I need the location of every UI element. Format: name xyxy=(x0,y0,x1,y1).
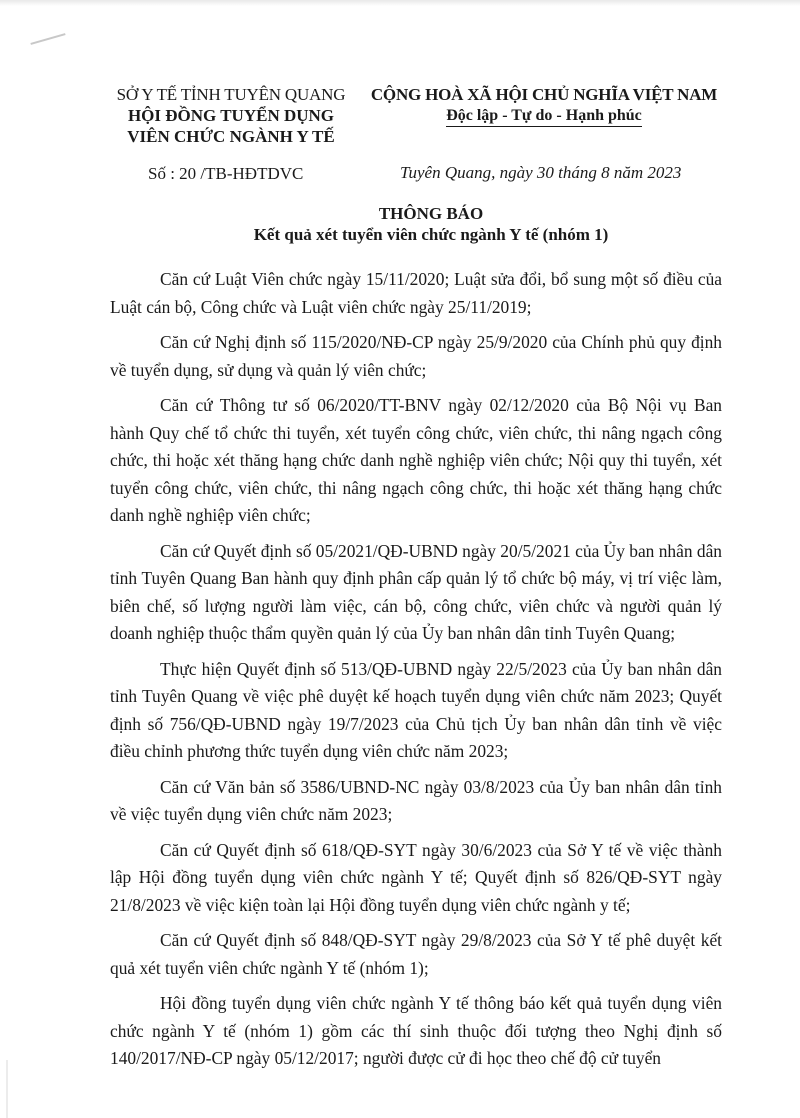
paragraph: Thực hiện Quyết định số 513/QĐ-UBND ngày 22/5/2023 của Ủy ban nhân dân tỉnh Tuyên Quang về việc phê duyệt kế hoạch tuyển dụng viên chức năm 2023; Quyết định số 756/QĐ-UBND ngày 19/7/2023 của Chủ tịch Ủy ban nhân dân tỉnh về việc điều chỉnh phương thức tuyển dụng viên chức năm 2023; xyxy=(110,658,722,761)
document-body xyxy=(110,266,722,1081)
national-motto-block xyxy=(352,84,736,127)
scan-edge xyxy=(6,1060,8,1118)
nation-name: CỘNG HOÀ XÃ HỘI CHỦ NGHĨA VIỆT NAM xyxy=(370,85,718,104)
paragraph: Căn cứ Nghị định số 115/2020/NĐ-CP ngày 25/9/2020 của Chính phủ quy định về tuyển dụng, sử dụng và quản lý viên chức; xyxy=(110,332,722,380)
issuing-agency-block xyxy=(96,84,366,147)
paragraph: Căn cứ Quyết định số 848/QĐ-SYT ngày 29/8/2023 của Sở Y tế phê duyệt kết quả xét tuyển viên chức ngành Y tế (nhóm 1); xyxy=(110,930,722,978)
document-subtitle: Kết quả xét tuyển viên chức ngành Y tế (nhóm 1) xyxy=(253,225,609,244)
paragraph: Căn cứ Văn bản số 3586/UBND-NC ngày 03/8/2023 của Ủy ban nhân dân tỉnh về việc tuyển dụng viên chức năm 2023; xyxy=(110,776,722,824)
title-block xyxy=(0,204,800,246)
scan-shadow xyxy=(0,0,800,6)
document-title: THÔNG BÁO xyxy=(378,204,484,223)
document-number: Số : 20 /TB-HĐTDVC xyxy=(148,164,304,183)
paragraph: Căn cứ Quyết định số 618/QĐ-SYT ngày 30/6/2023 của Sở Y tế về việc thành lập Hội đồng tuyển dụng viên chức ngành Y tế; Quyết định số 826/QĐ-SYT ngày 21/8/2023 về việc kiện toàn lại Hội đồng tuyển dụng viên chức ngành y tế; xyxy=(110,839,722,915)
agency-name: SỞ Y TẾ TỈNH TUYÊN QUANG xyxy=(116,85,346,104)
paragraph: Căn cứ Quyết định số 05/2021/QĐ-UBND ngày 20/5/2021 của Ủy ban nhân dân tỉnh Tuyên Quang Ban hành quy định phân cấp quản lý tổ chức bộ máy, vị trí việc làm, biên chế, số lượng người làm việc, cán bộ, công chức, viên chức và người quản lý doanh nghiệp thuộc thẩm quyền quản lý của Ủy ban nhân dân tỉnh Tuyên Quang; xyxy=(110,540,722,643)
paragraph: Căn cứ Thông tư số 06/2020/TT-BNV ngày 02/12/2020 của Bộ Nội vụ Ban hành Quy chế tổ chức thi tuyển, xét tuyển công chức, viên chức, thi nâng ngạch công chức, thi hoặc xét thăng hạng chức danh nghề nghiệp viên chức; Nội quy thi tuyển, xét tuyển công chức, viên chức, thi nâng ngạch công chức, thi hoặc xét thăng hạng chức danh nghề nghiệp viên chức; xyxy=(110,395,722,525)
place-date: Tuyên Quang, ngày 30 tháng 8 năm 2023 xyxy=(400,163,682,182)
national-motto: Độc lập - Tự do - Hạnh phúc xyxy=(446,105,642,127)
paragraph: Căn cứ Luật Viên chức ngày 15/11/2020; Luật sửa đổi, bổ sung một số điều của Luật cán bộ, Công chức và Luật viên chức ngày 25/11/2019; xyxy=(110,269,722,317)
council-name-line1: HỘI ĐỒNG TUYỂN DỤNG xyxy=(127,106,335,125)
council-name-line2: VIÊN CHỨC NGÀNH Y TẾ xyxy=(127,127,335,146)
paragraph: Hội đồng tuyển dụng viên chức ngành Y tế thông báo kết quả tuyển dụng viên chức ngành Y tế (nhóm 1) gồm các thí sinh thuộc đối tượng theo Nghị định số 140/2017/NĐ-CP ngày 05/12/2017; người được cử đi học theo chế độ cử tuyển xyxy=(110,993,722,1068)
scan-mark xyxy=(30,33,65,45)
